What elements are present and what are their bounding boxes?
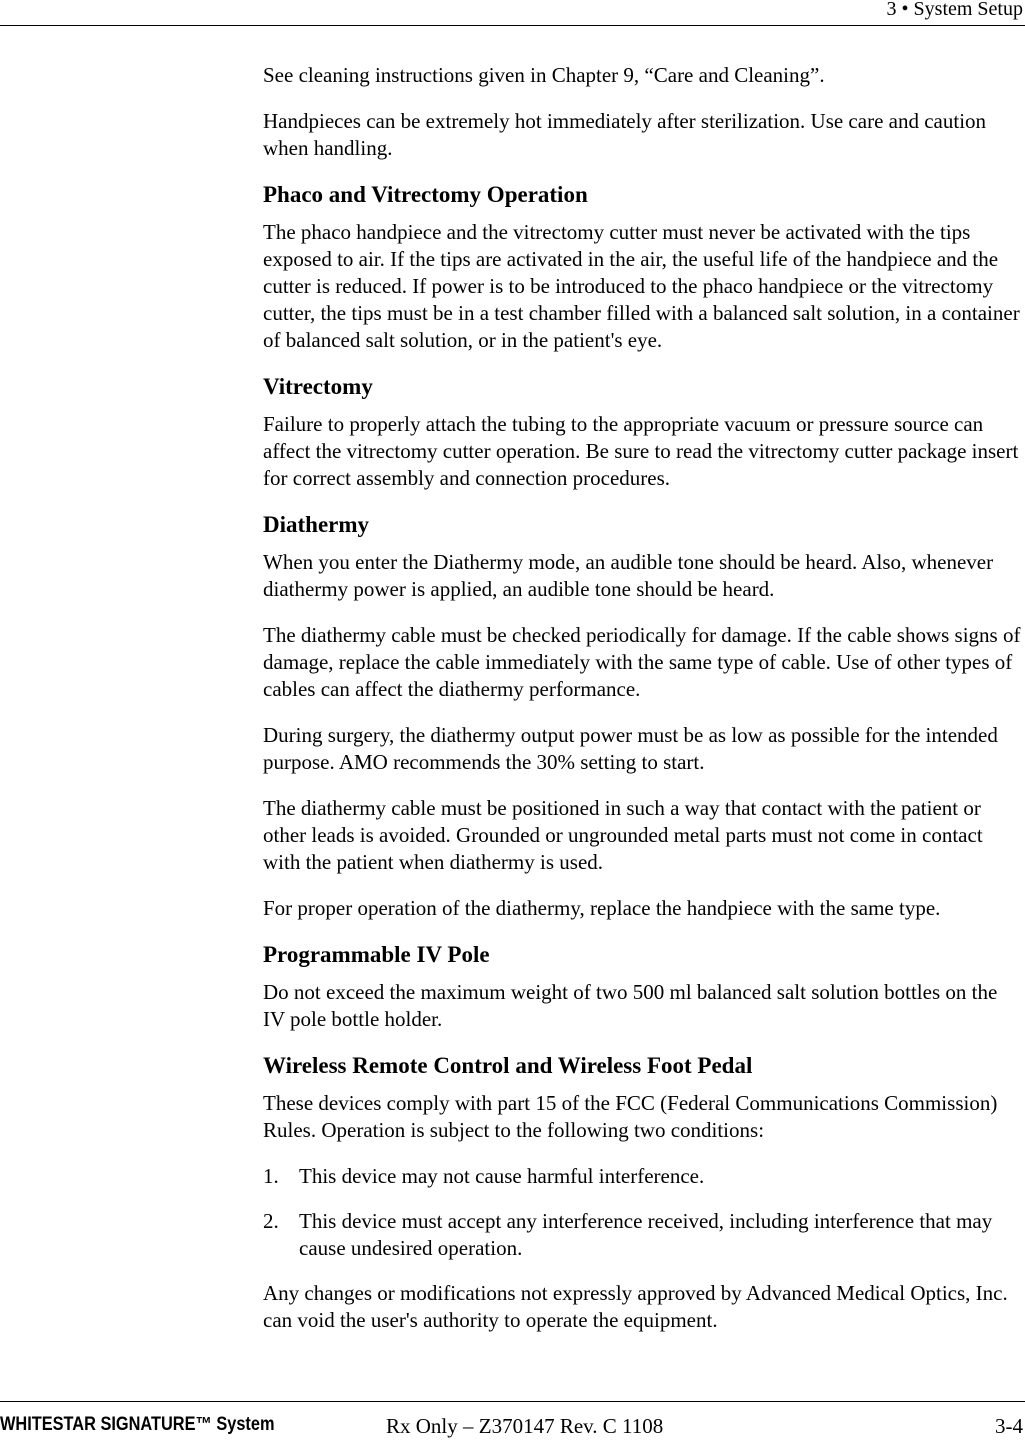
heading-diathermy: Diathermy [263, 512, 370, 537]
heading-vitrectomy: Vitrectomy [263, 374, 373, 399]
list-item-text: This device must accept any interference received, including interference that may cause undesired operation. [299, 1209, 993, 1260]
heading-iv-pole: Programmable IV Pole [263, 942, 490, 967]
paragraph-iv-pole: Do not exceed the maximum weight of two 500 ml balanced salt solution bottles on the IV pole bottle holder. [263, 980, 998, 1031]
page-content [263, 62, 1023, 1353]
page-header [0, 0, 1025, 26]
paragraph-cleaning: See cleaning instructions given in Chapter 9, “Care and Cleaning”. [263, 63, 825, 87]
paragraph-vitrectomy: Failure to properly attach the tubing to the appropriate vacuum or pressure source can affect the vitrectomy cutter operation. Be sure to read the vitrectomy cutter package insert for correct assembly and connection procedures. [263, 412, 1019, 490]
footer-document-info: Rx Only – Z370147 Rev. C 1108 [386, 1414, 664, 1438]
footer-page-number: 3-4 [995, 1414, 1023, 1438]
paragraph-handpieces-hot: Handpieces can be extremely hot immediately after sterilization. Use care and caution when handling. [263, 109, 987, 160]
page-footer [0, 1401, 1025, 1442]
list-item [263, 1163, 1023, 1190]
paragraph-diathermy-tone: When you enter the Diathermy mode, an audible tone should be heard. Also, whenever diathermy power is applied, an audible tone should be heard. [263, 550, 994, 601]
list-item-text: This device may not cause harmful interference. [299, 1164, 705, 1188]
heading-wireless: Wireless Remote Control and Wireless Foot Pedal [263, 1053, 753, 1078]
footer-product-name: WHITESTAR SIGNATURE™ System [0, 1414, 275, 1435]
list-item-number: 1. [263, 1164, 279, 1188]
paragraph-diathermy-power: During surgery, the diathermy output power must be as low as possible for the intended purpose. AMO recommends the 30% setting to start. [263, 723, 998, 774]
heading-phaco-vitrectomy: Phaco and Vitrectomy Operation [263, 182, 588, 207]
paragraph-diathermy-cable-check: The diathermy cable must be checked periodically for damage. If the cable shows signs of damage, replace the cable immediately with the same type of cable. Use of other types of cables can affect the diathermy performance. [263, 623, 1021, 701]
paragraph-wireless-intro: These devices comply with part 15 of the FCC (Federal Communications Commission) Rules. Operation is subject to the following two conditions: [263, 1091, 998, 1142]
paragraph-diathermy-cable-position: The diathermy cable must be positioned in such a way that contact with the patient or other leads is avoided. Grounded or ungrounded metal parts must not come in contact with the patient when diathermy is used. [263, 796, 983, 874]
list-item-number: 2. [263, 1209, 279, 1233]
paragraph-wireless-closing: Any changes or modifications not expressly approved by Advanced Medical Optics, Inc. can void the user's authority to operate the equipment. [263, 1281, 1008, 1332]
header-chapter-title: 3 • System Setup [886, 0, 1023, 20]
paragraph-diathermy-handpiece: For proper operation of the diathermy, replace the handpiece with the same type. [263, 896, 941, 920]
list-item [263, 1208, 1023, 1262]
paragraph-phaco: The phaco handpiece and the vitrectomy cutter must never be activated with the tips exposed to air. If the tips are activated in the air, the useful life of the handpiece and the cutter is reduced. If power is to be introduced to the phaco handpiece or the vitrectomy cutter, the tips must be in a test chamber filled with a balanced salt solution, in a container of balanced salt solution, or in the patient's eye. [263, 220, 1020, 352]
